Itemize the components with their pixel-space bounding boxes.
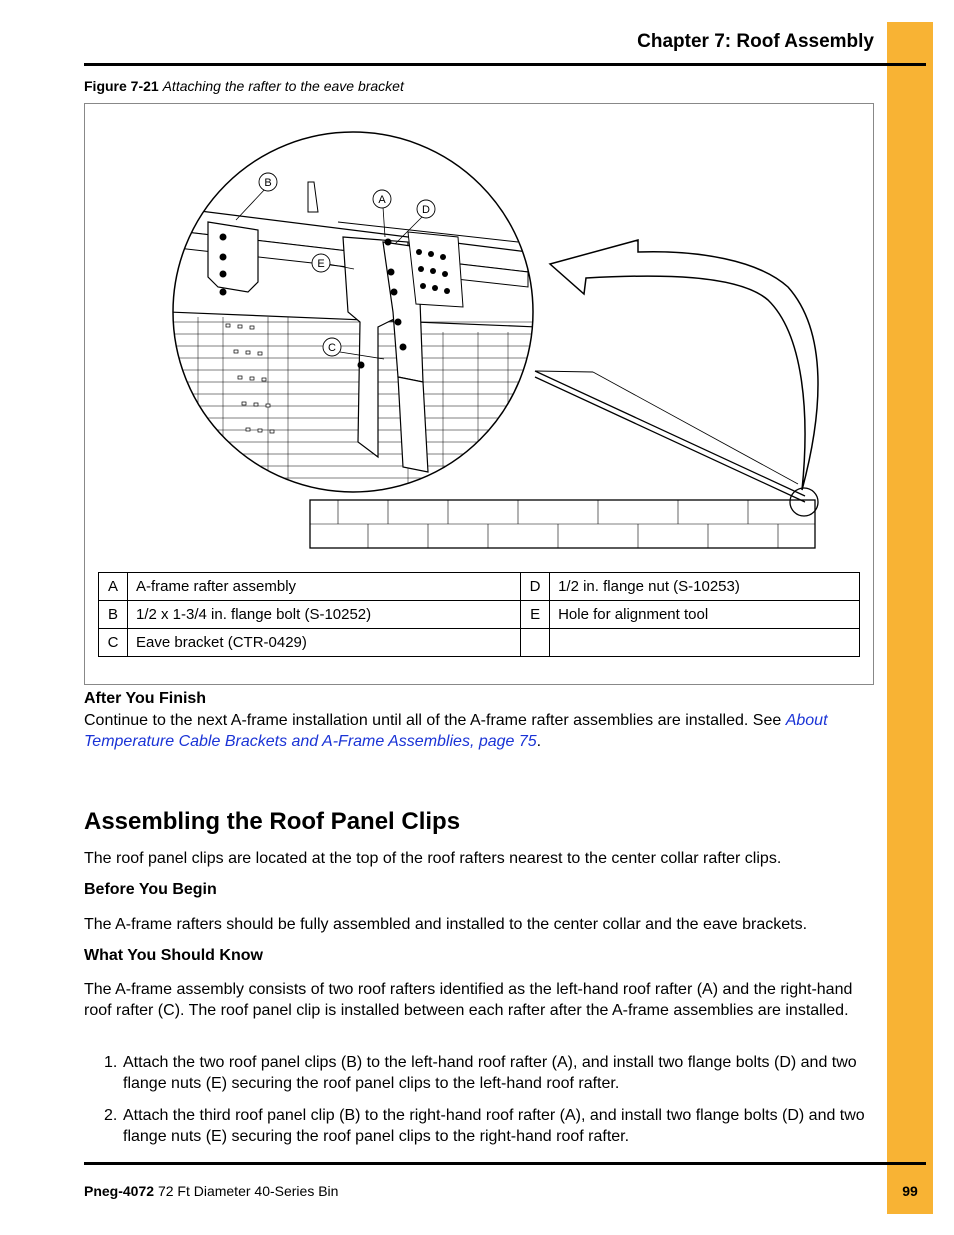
footer-rule (84, 1162, 926, 1165)
step-text: Attach the third roof panel clip (B) to the right-hand roof rafter (A), and install two flange bolts (D) and two flange nuts (E) securing the roof panel clips to the right-hand roof rafter. (123, 1107, 865, 1145)
chapter-title: Chapter 7: Roof Assembly (637, 31, 874, 52)
callout-a (373, 190, 391, 208)
step-text: Attach the two roof panel clips (B) to the left-hand roof rafter (A), and install two flange bolts (D) and two flange nuts (E) securing the roof panel clips to the left-hand roof rafter. (123, 1054, 857, 1092)
svg-text:D: D (422, 204, 430, 216)
part-key: D (521, 573, 550, 601)
part-label: 1/2 x 1-3/4 in. flange bolt (S-10252) (128, 601, 521, 629)
cross-reference-link[interactable]: About Temperature Cable Brackets and A-Frame Assemblies, page 75 (84, 712, 828, 750)
table-row (99, 573, 860, 601)
rafter-eave-bracket-illustration (98, 112, 860, 556)
doc-title: 72 Ft Diameter 40-Series Bin (157, 1183, 339, 1199)
before-you-begin-heading: Before You Begin (84, 881, 217, 898)
part-label: Eave bracket (CTR-0429) (128, 629, 521, 657)
callout-c (323, 338, 341, 356)
section-title: Assembling the Roof Panel Clips (84, 808, 461, 835)
chapter-side-tab (887, 22, 933, 1214)
svg-text:B: B (264, 177, 272, 189)
step-number: 2. (104, 1107, 118, 1124)
part-label: A-frame rafter assembly (128, 573, 521, 601)
part-key: A (99, 573, 128, 601)
callout-e (312, 254, 330, 272)
part-key: B (99, 601, 128, 629)
header-rule (84, 63, 926, 66)
part-label: Hole for alignment tool (550, 601, 860, 629)
what-you-should-know-heading: What You Should Know (84, 947, 263, 964)
parts-legend-table (98, 572, 860, 657)
footer-document (84, 1183, 338, 1199)
list-item (84, 1105, 874, 1147)
callout-d (417, 200, 435, 218)
callout-b (259, 173, 277, 191)
svg-text:E: E (317, 258, 325, 270)
svg-text:A: A (378, 194, 386, 206)
after-you-finish-heading: After You Finish (84, 690, 207, 707)
after-you-finish-text: Continue to the next A-frame installation until all of the A-frame rafter assemblies are installed. See About Temperature Cable Brackets and A-Frame Assemblies, page 75. (84, 712, 828, 750)
part-key: C (99, 629, 128, 657)
step-number: 1. (104, 1054, 118, 1071)
figure-number: Figure 7-21 (84, 78, 159, 94)
before-you-begin-text: The A-frame rafters should be fully assembled and installed to the center collar and the eave brackets. (84, 916, 808, 933)
list-item (84, 1052, 874, 1094)
part-key: E (521, 601, 550, 629)
part-key (521, 629, 550, 657)
svg-text:C: C (328, 342, 336, 354)
figure-title: Attaching the rafter to the eave bracket (162, 78, 404, 94)
table-row (99, 601, 860, 629)
page-number: 99 (902, 1183, 918, 1199)
part-label: 1/2 in. flange nut (S-10253) (550, 573, 860, 601)
figure-caption (84, 78, 404, 94)
table-row (99, 629, 860, 657)
doc-id: Pneg-4072 (84, 1183, 155, 1199)
what-you-should-know-text: The A-frame assembly consists of two roof rafters identified as the left-hand roof rafter (A) and the right-hand roof rafter (C). The roof panel clip is installed between each rafter after the A-frame assemblies are installed. (84, 981, 853, 1019)
part-label (550, 629, 860, 657)
section-intro: The roof panel clips are located at the top of the roof rafters nearest to the center collar rafter clips. (84, 850, 782, 867)
